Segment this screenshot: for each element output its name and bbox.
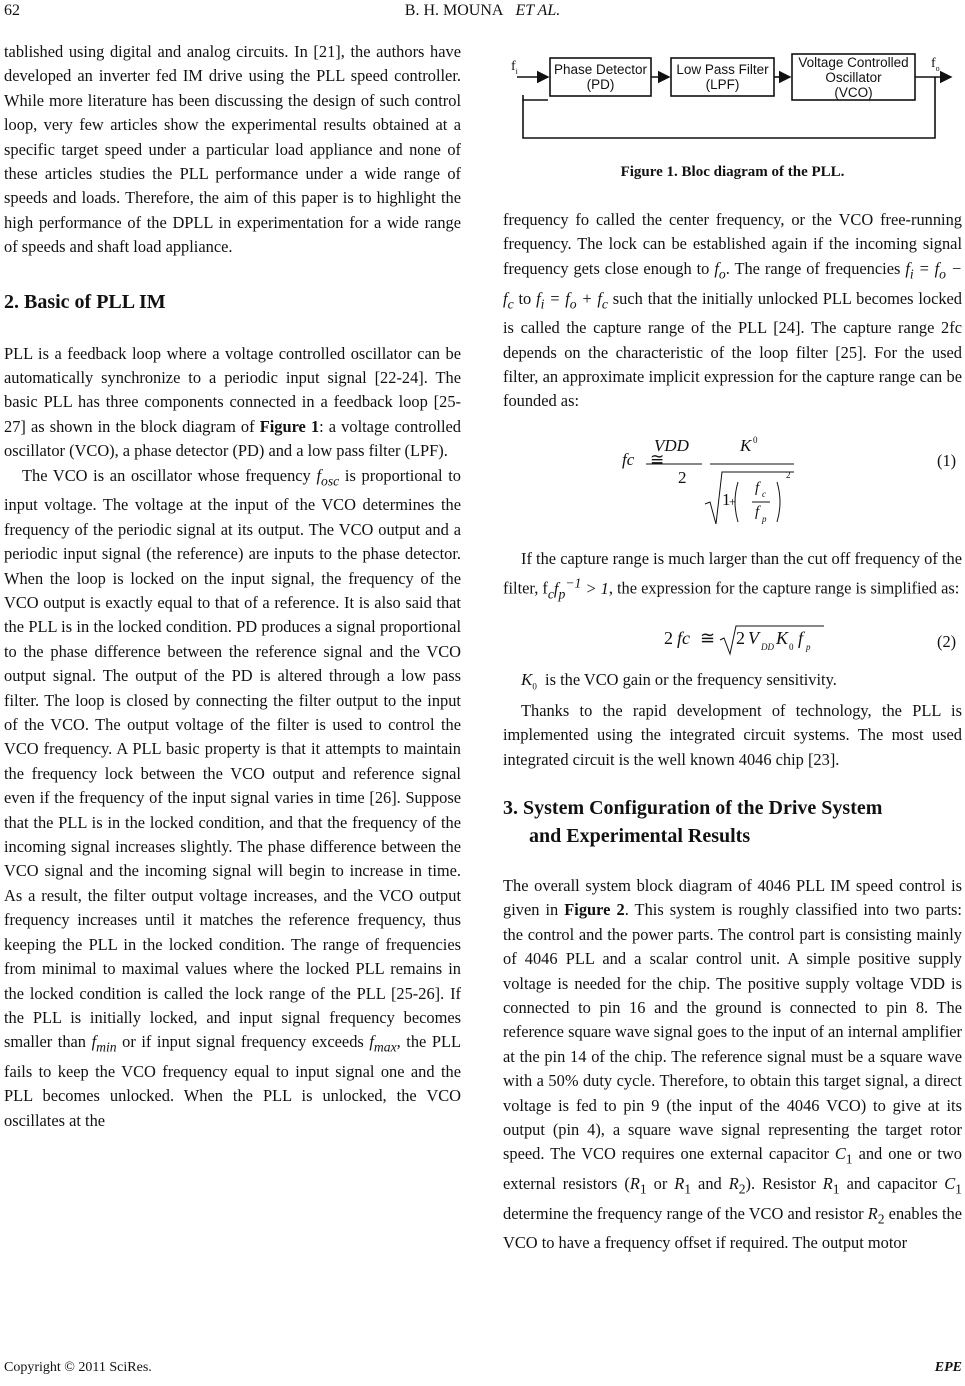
page-header	[0, 2, 965, 24]
k0-symbol: K	[521, 670, 533, 689]
eq1-lhs: fc	[622, 450, 635, 469]
eq2-approx: ≅	[700, 628, 716, 648]
figure-2-reference: Figure 2	[564, 900, 625, 920]
para6-text: is the VCO gain or the frequency sensitivity.	[545, 670, 837, 689]
left-column	[4, 40, 461, 1133]
pd-label-line1: Phase Detector	[553, 62, 648, 77]
eq1-k-sub: 0	[753, 435, 758, 445]
pd-block-label	[550, 62, 651, 92]
f-o-symbol: f	[714, 258, 719, 278]
eq1-fp: f	[755, 504, 760, 520]
paragraph-vco-description	[4, 464, 461, 1134]
vco-block-label	[792, 55, 915, 100]
range-expression: $f_i = f_o - f_c$	[503, 258, 963, 311]
eq2-f: f	[798, 628, 804, 648]
para8-text-h: determine the frequency range of the VCO and resistor	[503, 1203, 868, 1223]
equation-2	[664, 622, 824, 662]
para2-text-a: PLL is a feedback loop where a voltage controlled oscillator can be automatically synchronize to a periodic input signal [22-24]. The basic PLL has three components connected in a feedback loop [25-27] as shown in the block diagram of	[4, 343, 461, 436]
para3-text-d: , the PLL fails to keep the VCO frequency equal to input signal one and the PLL becomes unlocked. When the PLL is unlocked, the VCO oscillates at the	[4, 1032, 461, 1130]
right-column-middle	[503, 547, 962, 607]
pd-label-line2: (PD)	[586, 77, 615, 92]
page-number: 62	[4, 2, 20, 19]
para2-text-b: : a voltage controlled oscillator (VCO), a phase detector (PD) and a low pass filter (LPF).	[4, 416, 461, 461]
paragraph-pll-definition	[4, 342, 461, 464]
input-label	[511, 59, 531, 79]
c1-sub-2: 1	[955, 1181, 962, 1197]
vco-label-line2: Oscillator	[825, 70, 882, 85]
output-label	[931, 56, 955, 76]
lpf-label-line1: Low Pass Filter	[676, 62, 769, 77]
section-3-title-line2: and Experimental Results	[529, 824, 751, 847]
eq1-power: 2	[786, 470, 791, 480]
r1-sub-3: 1	[832, 1181, 840, 1197]
journal-name: EPE	[934, 1360, 962, 1375]
eq1-two: 2	[678, 468, 687, 487]
eq1-fp-sub: p	[762, 514, 767, 524]
r1-symbol-3: R	[822, 1174, 833, 1194]
f-osc-symbol: f	[316, 465, 321, 485]
running-head-etal: ET AL.	[515, 2, 561, 19]
eq2-fc: fc	[677, 628, 690, 648]
eq2-v: V	[748, 628, 759, 648]
paragraph-integrated-circuit: Thanks to the rapid development of technology, the PLL is implemented using the integrated circuit systems. The most used integrated circuit is the well known 4046 chip [23].	[503, 700, 962, 769]
equation-1-number: (1)	[937, 451, 957, 470]
right-column-lower	[503, 668, 962, 1256]
para5-text-b: , the expression for the capture range is simplified as:	[608, 578, 960, 598]
f-min-symbol: f	[91, 1032, 97, 1052]
vco-label-line3: (VCO)	[834, 85, 873, 100]
f-max-symbol: f	[369, 1032, 374, 1052]
input-label-sub: i	[515, 66, 518, 76]
para8-text-i: enables the VCO to have a frequency offset if required. The output motor	[503, 1203, 962, 1253]
eq1-fc-sub: c	[762, 489, 766, 499]
f-o-subscript: o	[718, 266, 726, 282]
c1-sub: 1	[845, 1151, 853, 1167]
right-column-upper	[503, 208, 962, 414]
figure-1-reference: Figure 1	[259, 416, 320, 436]
vco-label-line1: Voltage Controlled	[798, 55, 909, 70]
section-2-title: 2. Basic of PLL IM	[4, 290, 166, 313]
para8-text-a: The overall system block diagram of 4046 PLL IM speed control is given in	[503, 875, 962, 920]
figure-1-caption: Figure 1. Bloc diagram of the PLL.	[620, 164, 845, 180]
para8-text-e: and	[691, 1174, 729, 1194]
eq1-approx: ≅	[650, 450, 665, 469]
eq2-two: 2	[664, 628, 673, 648]
paragraph-system-overview	[503, 874, 962, 1256]
page-footer	[4, 1360, 962, 1376]
copyright-notice: Copyright © 2011 SciRes.	[4, 1360, 152, 1375]
para8-text-b: . This system is roughly classified into two parts: the control and the power parts. The control part is consisting mainly of 4046 PLL and a scalar control unit. A simple positive supply voltage is needed for the chip. The positive supply voltage VDD is connected to pin 16 and the ground is connected to pin 8. The reference square wave signal goes to the input of an internal amplifier at the pin 14 of the chip. The reference signal must be a square wave with a 50% duty cycle. Therefore, to obtain this target signal, a direct voltage is fed to pin 9 (the input of the 4046 VCO) to give at its output (pin 4), a square wave signal representing the target rotor speed. The VCO requires one external capacitor	[503, 900, 962, 1164]
eq2-coef: 2	[736, 628, 745, 648]
r1-sub-2: 1	[684, 1181, 692, 1197]
r1-symbol: R	[629, 1174, 640, 1194]
para8-text-f: ). Resistor	[745, 1174, 823, 1194]
output-label-f: f	[931, 56, 936, 71]
paragraph-simplification	[503, 547, 962, 607]
para4-text-b: . The range of frequencies	[725, 258, 906, 278]
equation-1	[622, 432, 812, 532]
eq2-v-sub: DD	[761, 642, 774, 652]
f-max-subscript: max	[373, 1039, 397, 1055]
para3-text-a: The VCO is an oscillator whose frequency	[22, 465, 317, 485]
para8-text-d: or	[646, 1174, 675, 1194]
para5-text-a: If the capture range is much larger than the cut off frequency of the filter, f	[503, 549, 962, 598]
para8-text-c: and one or two external resistors (	[503, 1144, 962, 1194]
eq2-k-sub: 0	[789, 642, 794, 652]
running-head-authors: B. H. MOUNA	[404, 2, 504, 19]
output-label-sub: o	[935, 63, 940, 73]
eq1-fc: f	[755, 480, 760, 496]
para8-text-g: and capacitor	[839, 1174, 945, 1194]
paragraph-intro-end: tablished using digital and analog circuits. In [21], the authors have developed an inverter fed IM drive using the PLL speed controller. While more literature has been discussing the design of such control loop, very few articles show the experimental results obtained at a specific target speed under a particular load appliance and none of these articles studies the PLL performance under a wide range of speeds and loads. Therefore, the aim of this paper is to highlight the high performance of the DPLL in experimentation for a wide range of speeds and shaft load appliance.	[4, 42, 461, 257]
r2-sub: 2	[738, 1181, 746, 1197]
running-head	[0, 2, 965, 20]
para4-text-a: frequency fo called the center frequency, or the VCO free-running frequency. The lock can be established again if the incoming signal frequency gets close enough to	[503, 210, 962, 278]
para3-text-b: is proportional to input voltage. The voltage at the input of the VCO determines the frequency of the periodic signal at its output. The VCO output and a periodic input signal (the reference) are inputs to the phase detector. When the loop is locked on the input signal, the frequency of the VCO output is exactly equal to that of a reference. It is also said that the PLL is in the locked condition. PD produces a signal proportional to the phase difference between the reference signal and the VCO output signal. The output of the PD is altered through a low pass filter. The loop is closed by connecting the filter output to the input of the VCO. The output voltage of the filter is used to control the VCO frequency. A PLL basic property is that it attempts to maintain the frequency lock between the VCO output and reference signal even if the frequency of the input signal varies in time [26]. Suppose that the PLL is in the locked condition, and that the frequency of the incoming signal increases slightly. The phase difference between the VCO signal and the incoming signal will begin to increase in time. As a result, the filter output voltage increases, and the VCO output frequency increases until it matches the reference frequency, thus keeping the PLL in the locked condition. The range of frequencies from minimal to maximal values where the locked PLL remains in the locked condition is called the lock range of the PLL [25-26]. If the PLL is initially locked, and input signal frequency becomes smaller than	[4, 465, 461, 1052]
ratio-expression: $_cf_p^{-1} > 1$	[547, 575, 609, 602]
paragraph-k0-definition	[503, 668, 962, 699]
eq2-f-sub: p	[806, 642, 811, 652]
r2-symbol: R	[728, 1174, 739, 1194]
r1-sub: 1	[639, 1181, 647, 1197]
lpf-label-line2: (LPF)	[705, 77, 740, 92]
range-expression-2: $f_i = f_o + f_c$	[536, 288, 608, 311]
eq1-k: K	[740, 436, 752, 455]
eq1-plus: +	[729, 494, 737, 509]
k0-subscript: 0	[532, 681, 537, 692]
input-label-f: f	[511, 59, 516, 74]
lpf-block-label	[671, 62, 774, 92]
equation-2-number: (2)	[937, 632, 957, 651]
eq1-vdd: VDD	[654, 436, 689, 455]
section-3-title	[503, 794, 962, 850]
f-osc-subscript: osc	[321, 472, 340, 488]
para4-text-c: such that the initially unlocked PLL becomes locked is called the capture range of the PLL [24]. The capture range 2fc depends on the characteristic of the loop filter [25]. For the used filter, an approximate implicit expression for the capture range can be founded as:	[503, 288, 963, 411]
f-min-subscript: min	[96, 1039, 117, 1055]
para3-text-c: or if input signal frequency exceeds	[116, 1032, 370, 1052]
equation-1-lines	[622, 432, 812, 532]
r1-symbol-2: R	[674, 1174, 685, 1194]
r2-sub-2: 2	[877, 1211, 885, 1227]
eq2-k: K	[776, 628, 789, 648]
eq1-one: 1	[722, 490, 731, 509]
c1-symbol-2: C	[944, 1174, 956, 1194]
paragraph-capture-range: frequency fo called the center frequency, or the VCO free-running frequency. The lock can be established again if the incoming signal frequency gets close enough to $f_o$. The range of frequencies $f_i = f_o - f_c$ to $f_i = f_o + f_c$ such that the initially unlocked PLL becomes locked is called the capture range of the PLL [24]. The capture range 2fc depends on the characteristic of the loop filter [25]. For the used filter, an approximate implicit expression for the capture range can be founded as:	[503, 210, 963, 411]
c1-symbol: C	[834, 1144, 846, 1164]
r2-symbol-2: R	[867, 1203, 878, 1223]
section-3-title-line1: 3. System Configuration of the Drive System	[503, 796, 883, 819]
